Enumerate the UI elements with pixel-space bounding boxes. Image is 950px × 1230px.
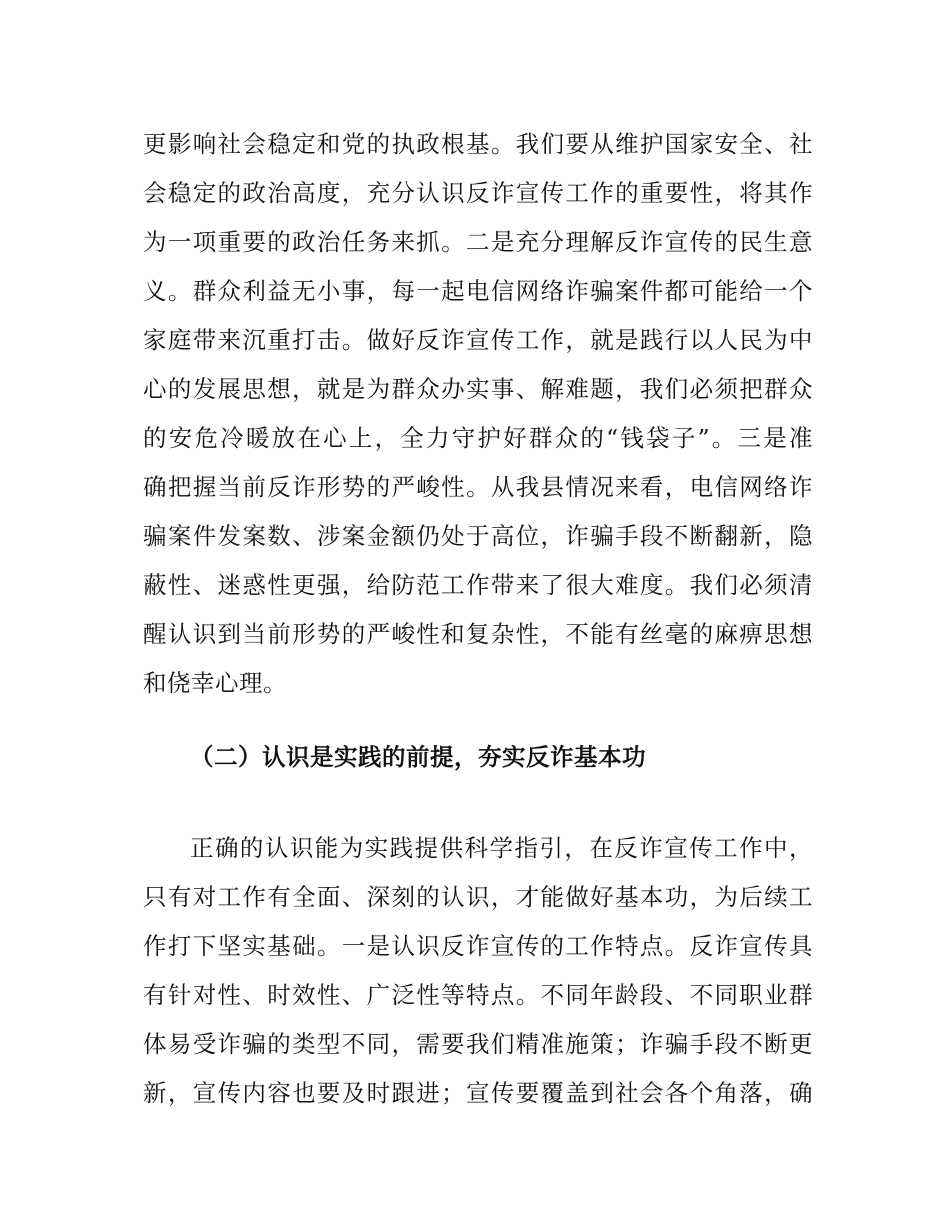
paragraph-1-line: 醒认识到当前形势的严峻性和复杂性，不能有丝毫的麻痹思想: [143, 620, 813, 648]
section-heading: （二）认识是实践的前提，夯实反诈基本功: [190, 743, 646, 771]
paragraph-2-line: 只有对工作有全面、深刻的认识，才能做好基本功，为后续工: [143, 883, 813, 911]
paragraph-1-line: 更影响社会稳定和党的执政根基。我们要从维护国家安全、社: [143, 130, 813, 158]
paragraph-1-line: 会稳定的政治高度，充分认识反诈宣传工作的重要性，将其作: [143, 179, 813, 207]
paragraph-1-line: 骗案件发案数、涉案金额仍处于高位，诈骗手段不断翻新，隐: [143, 522, 813, 550]
paragraph-1-line: 心的发展思想，就是为群众办实事、解难题，我们必须把群众: [143, 375, 813, 403]
paragraph-1: [143, 120, 813, 708]
paragraph-1-line: 确把握当前反诈形势的严峻性。从我县情况来看，电信网络诈: [143, 473, 813, 501]
paragraph-1-line: 家庭带来沉重打击。做好反诈宣传工作，就是践行以人民为中: [143, 326, 813, 354]
paragraph-2-line: 有针对性、时效性、广泛性等特点。不同年龄段、不同职业群: [143, 981, 813, 1009]
paragraph-2-line: 正确的认识能为实践提供科学指引，在反诈宣传工作中，: [190, 834, 813, 862]
paragraph-2: [143, 824, 813, 1118]
paragraph-1-line: 为一项重要的政治任务来抓。二是充分理解反诈宣传的民生意: [143, 228, 813, 256]
paragraph-1-line: 蔽性、迷惑性更强，给防范工作带来了很大难度。我们必须清: [143, 571, 813, 599]
paragraph-2-line: 体易受诈骗的类型不同，需要我们精准施策；诈骗手段不断更: [143, 1030, 813, 1058]
paragraph-2-line: 新，宣传内容也要及时跟进；宣传要覆盖到社会各个角落，确: [143, 1079, 813, 1107]
paragraph-2-line: 作打下坚实基础。一是认识反诈宣传的工作特点。反诈宣传具: [143, 932, 813, 960]
paragraph-1-line: 的安危冷暖放在心上，全力守护好群众的“钱袋子”。三是准: [143, 424, 813, 452]
paragraph-1-line: 和侥幸心理。: [143, 669, 287, 697]
paragraph-1-line: 义。群众利益无小事，每一起电信网络诈骗案件都可能给一个: [143, 277, 813, 305]
